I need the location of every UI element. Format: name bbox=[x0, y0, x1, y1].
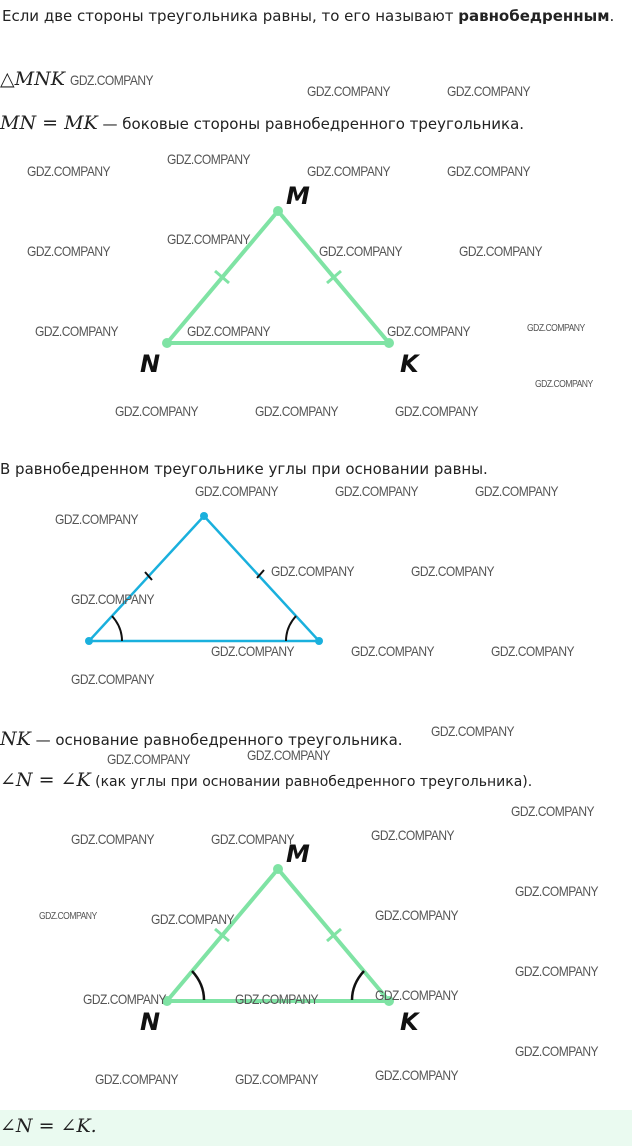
triangle-figure-3 bbox=[162, 864, 394, 1006]
label-m-1: M bbox=[286, 182, 310, 210]
vertex-k-point bbox=[384, 338, 394, 348]
watermark: GDZ.COMPANY bbox=[515, 883, 599, 899]
vertex-n-point bbox=[162, 338, 172, 348]
watermark: GDZ.COMPANY bbox=[459, 243, 543, 259]
watermark: GDZ.COMPANY bbox=[491, 643, 575, 659]
watermark: GDZ.COMPANY bbox=[319, 243, 403, 259]
angles-text: (как углы при основании равнобедренного треугольника). bbox=[90, 774, 533, 790]
watermark: GDZ.COMPANY bbox=[167, 231, 251, 247]
angle-arc-k bbox=[352, 971, 364, 1000]
watermark: GDZ.COMPANY bbox=[475, 483, 559, 499]
watermark: GDZ.COMPANY bbox=[515, 963, 599, 979]
base-angles-theorem: В равнобедренном треугольнике углы при основании равны. bbox=[0, 460, 488, 478]
angle-arc-left bbox=[112, 616, 122, 641]
vertex-m-point bbox=[273, 206, 283, 216]
watermark: GDZ.COMPANY bbox=[151, 911, 235, 927]
watermark: GDZ.COMPANY bbox=[55, 511, 139, 527]
watermark: GDZ.COMPANY bbox=[71, 831, 155, 847]
watermark: GDZ.COMPANY bbox=[95, 1071, 179, 1087]
watermark: GDZ.COMPANY bbox=[27, 163, 111, 179]
label-k-3: K bbox=[400, 1008, 419, 1036]
triangle-symbol: △ bbox=[0, 68, 15, 90]
watermark: GDZ.COMPANY bbox=[83, 991, 167, 1007]
watermark: GDZ.COMPANY bbox=[395, 403, 479, 419]
watermark: GDZ.COMPANY bbox=[335, 483, 419, 499]
watermark: GDZ.COMPANY bbox=[371, 827, 455, 843]
definition-bold-term: равнобедренным bbox=[458, 7, 610, 25]
watermark: GDZ.COMPANY bbox=[307, 163, 391, 179]
watermark: GDZ.COMPANY bbox=[195, 483, 279, 499]
vertex-left-point bbox=[85, 637, 93, 645]
label-k-1: K bbox=[400, 350, 419, 378]
watermark: GDZ.COMPANY bbox=[351, 643, 435, 659]
watermark: GDZ.COMPANY bbox=[187, 323, 271, 339]
watermark: GDZ.COMPANY bbox=[167, 151, 251, 167]
watermark: GDZ.COMPANY bbox=[307, 83, 391, 99]
angles-math: ∠N = ∠K bbox=[0, 769, 91, 791]
watermark: GDZ.COMPANY bbox=[71, 591, 155, 607]
base-math: NK bbox=[0, 728, 31, 750]
watermark: GDZ.COMPANY bbox=[447, 83, 531, 99]
watermark: GDZ.COMPANY bbox=[511, 803, 595, 819]
vertex-right-point bbox=[315, 637, 323, 645]
vertex-top-point bbox=[200, 512, 208, 520]
watermark: GDZ.COMPANY bbox=[527, 323, 585, 334]
watermark: GDZ.COMPANY bbox=[235, 1071, 319, 1087]
watermark: GDZ.COMPANY bbox=[247, 747, 331, 763]
definition-main: Если две стороны треугольника равны, то его называют bbox=[2, 7, 459, 25]
watermark: GDZ.COMPANY bbox=[71, 671, 155, 687]
watermark: GDZ.COMPANY bbox=[35, 323, 119, 339]
base-text: — основание равнобедренного треугольника. bbox=[30, 731, 403, 749]
watermark: GDZ.COMPANY bbox=[515, 1043, 599, 1059]
angle-arc-n bbox=[192, 971, 204, 1000]
conclusion: ∠N = ∠K. bbox=[0, 1115, 97, 1137]
watermark: GDZ.COMPANY bbox=[375, 1067, 459, 1083]
triangle-letters: MNK bbox=[14, 68, 65, 90]
watermark: GDZ.COMPANY bbox=[375, 907, 459, 923]
label-n-3: N bbox=[140, 1008, 161, 1036]
label-m-3: M bbox=[286, 840, 310, 868]
angle-arc-right bbox=[286, 616, 296, 641]
watermark: GDZ.COMPANY bbox=[70, 72, 154, 88]
watermark: GDZ.COMPANY bbox=[211, 831, 295, 847]
label-n-1: N bbox=[140, 350, 161, 378]
watermark: GDZ.COMPANY bbox=[235, 991, 319, 1007]
watermark: GDZ.COMPANY bbox=[211, 643, 295, 659]
watermark: GDZ.COMPANY bbox=[411, 563, 495, 579]
watermark: GDZ.COMPANY bbox=[431, 723, 515, 739]
watermark: GDZ.COMPANY bbox=[271, 563, 355, 579]
watermark: GDZ.COMPANY bbox=[27, 243, 111, 259]
watermark: GDZ.COMPANY bbox=[375, 987, 459, 1003]
sides-math: MN = MK bbox=[0, 112, 98, 134]
watermark: GDZ.COMPANY bbox=[39, 911, 97, 922]
watermark: GDZ.COMPANY bbox=[535, 379, 593, 390]
sides-text: — боковые стороны равнобедренного треугольника. bbox=[97, 115, 525, 133]
watermark: GDZ.COMPANY bbox=[107, 751, 191, 767]
watermark: GDZ.COMPANY bbox=[115, 403, 199, 419]
watermark: GDZ.COMPANY bbox=[387, 323, 471, 339]
watermark: GDZ.COMPANY bbox=[255, 403, 339, 419]
vertex-m-point-3 bbox=[273, 864, 283, 874]
watermark: GDZ.COMPANY bbox=[447, 163, 531, 179]
definition-end: . bbox=[609, 7, 615, 25]
